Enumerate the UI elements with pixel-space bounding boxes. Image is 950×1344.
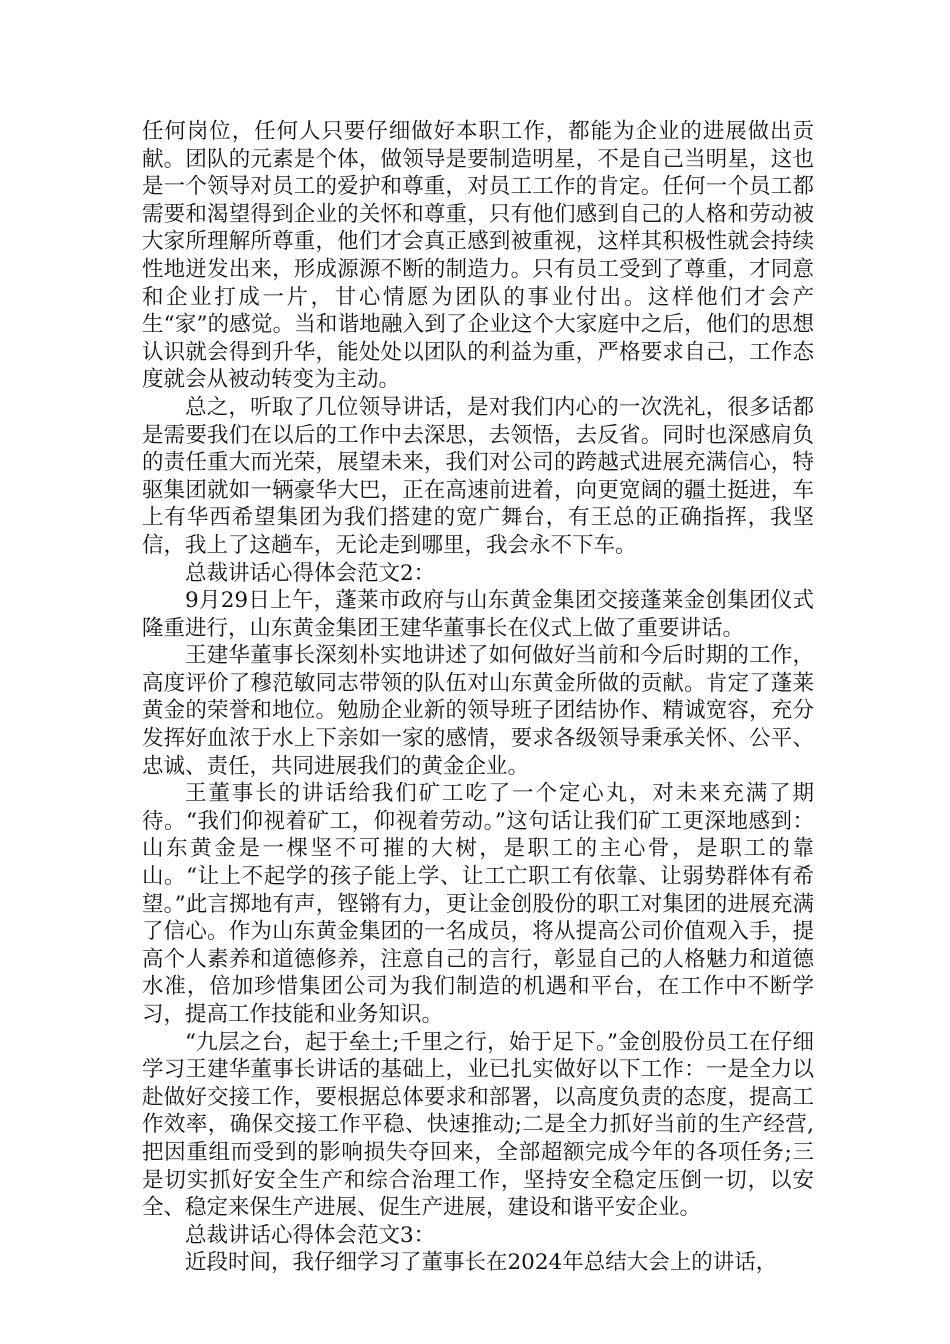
paragraph-ceremony: 9月29日上午，蓬莱市政府与山东黄金集团交接蓬莱金创集团仪式隆重进行，山东黄金集团王建华董事长在仪式上做了重要讲话。 [142,588,814,641]
paragraph-miners: 王董事长的讲话给我们矿工吃了一个定心丸，对未来充满了期待。“我们仰视着矿工，仰视着劳动。”这句话让我们矿工更深地感到：山东黄金是一棵坚不可摧的大树，是职工的主心骨，是职工的靠山。“让上不起学的孩子能上学、让工亡职工有依靠、让弱势群体有希望。”此言掷地有声，铿锵有力，更让金创股份的职工对集团的进展充满了信心。作为山东黄金集团的一名成员，将从提高公司价值观入手，提高个人素养和道德修养，注意自己的言行，彰显自己的人格魅力和道德水准，倍加珍惜集团公司为我们制造的机遇和平台，在工作中不断学习，提高工作技能和业务知识。 [142,781,814,1027]
document-page [142,118,814,1277]
section-heading-2: 总裁讲话心得体会范文2： [185,560,436,586]
paragraph-summary: 总之，听取了几位领导讲话，是对我们内心的一次洗礼，很多话都是需要我们在以后的工作中去深思，去领悟，去反省。同时也深感肩负的责任重大而光荣，展望未来，我们对公司的跨越式进展充满信心，特驱集团就如一辆豪华大巴，正在高速前进着，向更宽阔的疆土挺进，车上有华西希望集团为我们搭建的宽广舞台，有王总的正确指挥，我坚信，我上了这趟车，无论走到哪里，我会永不下车。 [142,394,814,558]
paragraph-continued: 任何岗位，任何人只要仔细做好本职工作，都能为企业的进展做出贡献。团队的元素是个体，做领导是要制造明星，不是自己当明星，这也是一个领导对员工的爱护和尊重，对员工工作的肯定。任何一个员工都需要和渴望得到企业的关怀和尊重，只有他们感到自己的人格和劳动被大家所理解所尊重，他们才会真正感到被重视，这样其积极性就会持续性地迸发出来，形成源源不断的制造力。只有员工受到了尊重，才同意和企业打成一片，甘心情愿为团队的事业付出。这样他们才会产生“家”的感觉。当和谐地融入到了企业这个大家庭中之后，他们的思想认识就会得到升华，能处处以团队的利益为重，严格要求自己，工作态度就会从被动转变为主动。 [142,119,814,393]
paragraph-chairman-speech: 王建华董事长深刻朴实地讲述了如何做好当前和今后时期的工作，高度评价了穆范敏同志带领的队伍对山东黄金所做的贡献。肯定了蓬莱黄金的荣誉和地位。勉励企业新的领导班子团结协作、精诚宽容，充分发挥好血浓于水上下亲如一家的感情，要求各级领导秉承关怀、公平、忠诚、责任，共同进展我们的黄金企业。 [142,643,814,779]
section-heading-3: 总裁讲话心得体会范文3： [185,1222,436,1248]
paragraph-work-plan: “九层之台，起于垒土;千里之行，始于足下。”金创股份员工在仔细学习王建华董事长讲话的基础上，业已扎实做好以下工作：一是全力以赴做好交接工作，要根据总体要求和部署，以高度负责的态度，提高工作效率，确保交接工作平稳、快速推动;二是全力抓好当前的生产经营,把因重组而受到的影响损失夺回来，全部超额完成今年的各项任务;三是切实抓好安全生产和综合治理工作，坚持安全稳定压倒一切，以安全、稳定来保生产进展、促生产进展，建设和谐平安企业。 [142,1029,814,1221]
paragraph-recent-study: 近段时间，我仔细学习了董事长在2024年总结大会上的讲话， [185,1250,778,1276]
